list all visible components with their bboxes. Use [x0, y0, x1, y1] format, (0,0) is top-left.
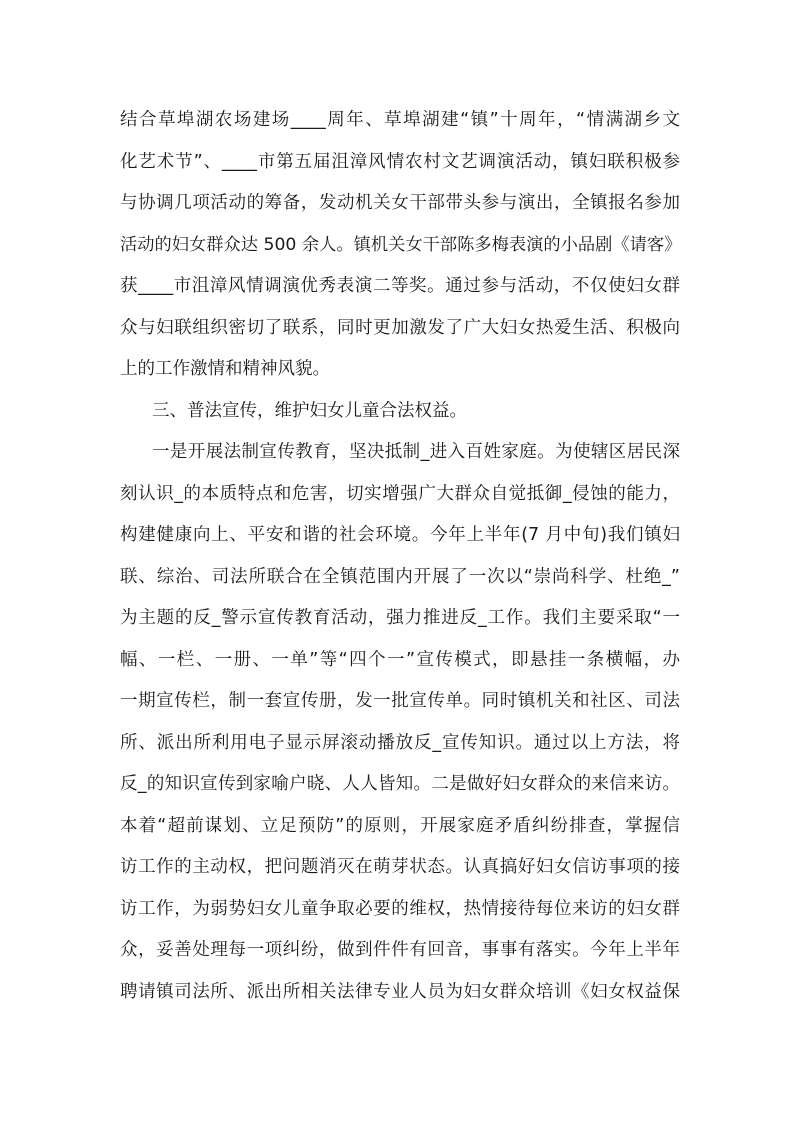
paragraph-line: 结合草埠湖农场建场____周年、草埠湖建“镇”十周年，“情满湖乡文: [120, 110, 680, 130]
paragraph-line: 本着“超前谋划、立足预防”的原则，开展家庭矛盾纠纷排查，掌握信: [120, 816, 680, 836]
paragraph-line: 一期宣传栏，制一套宣传册，发一批宣传单。同时镇机关和社区、司法: [120, 691, 680, 711]
paragraph-line: 活动的妇女群众达 500 余人。镇机关女干部陈多梅表演的小品剧《请客》: [120, 235, 682, 255]
paragraph-line: 一是开展法制宣传教育，坚决抵制_进入百姓家庭。为使辖区居民深: [152, 442, 680, 462]
paragraph-line: 幅、一栏、一册、一单”等“四个一”宣传模式，即悬挂一条横幅，办: [120, 650, 680, 670]
paragraph-line: 与协调几项活动的筹备，发动机关女干部带头参与演出，全镇报名参加: [120, 193, 680, 213]
paragraph-line: 众，妥善处理每一项纠纷，做到件件有回音，事事有落实。今年上半年: [120, 940, 680, 960]
paragraph-line: 联、综治、司法所联合在全镇范围内开展了一次以“崇尚科学、杜绝_”: [120, 567, 680, 587]
paragraph-line: 获____市沮漳风情调演优秀表演二等奖。通过参与活动，不仅使妇女群: [120, 276, 680, 296]
paragraph-line: 众与妇联组织密切了联系，同时更加激发了广大妇女热爱生活、积极向: [120, 318, 680, 338]
paragraph-line: 刻认识_的本质特点和危害，切实增强广大群众自觉抵御_侵蚀的能力，: [120, 484, 680, 504]
paragraph-line: 访工作，为弱势妇女儿童争取必要的维权，热情接待每位来访的妇女群: [120, 899, 680, 919]
section-heading: 三、普法宣传，维护妇女儿童合法权益。: [152, 401, 467, 421]
paragraph-line: 所、派出所利用电子显示屏滚动播放反_宣传知识。通过以上方法，将: [120, 733, 680, 753]
paragraph-line: 化艺术节”、____市第五届沮漳风情农村文艺调演活动，镇妇联积极参: [120, 152, 680, 172]
paragraph-line: 上的工作激情和精神风貌。: [120, 359, 330, 379]
paragraph-line: 访工作的主动权，把问题消灭在萌芽状态。认真搞好妇女信访事项的接: [120, 857, 680, 877]
paragraph-line: 反_的知识宣传到家喻户晓、人人皆知。二是做好妇女群众的来信来访。: [120, 774, 680, 794]
paragraph-line: 构建健康向上、平安和谐的社会环境。今年上半年(7 月中旬)我们镇妇: [120, 525, 680, 545]
paragraph-line: 聘请镇司法所、派出所相关法律专业人员为妇女群众培训《妇女权益保: [120, 982, 680, 1002]
paragraph-line: 为主题的反_警示宣传教育活动，强力推进反_工作。我们主要采取“一: [120, 608, 680, 628]
